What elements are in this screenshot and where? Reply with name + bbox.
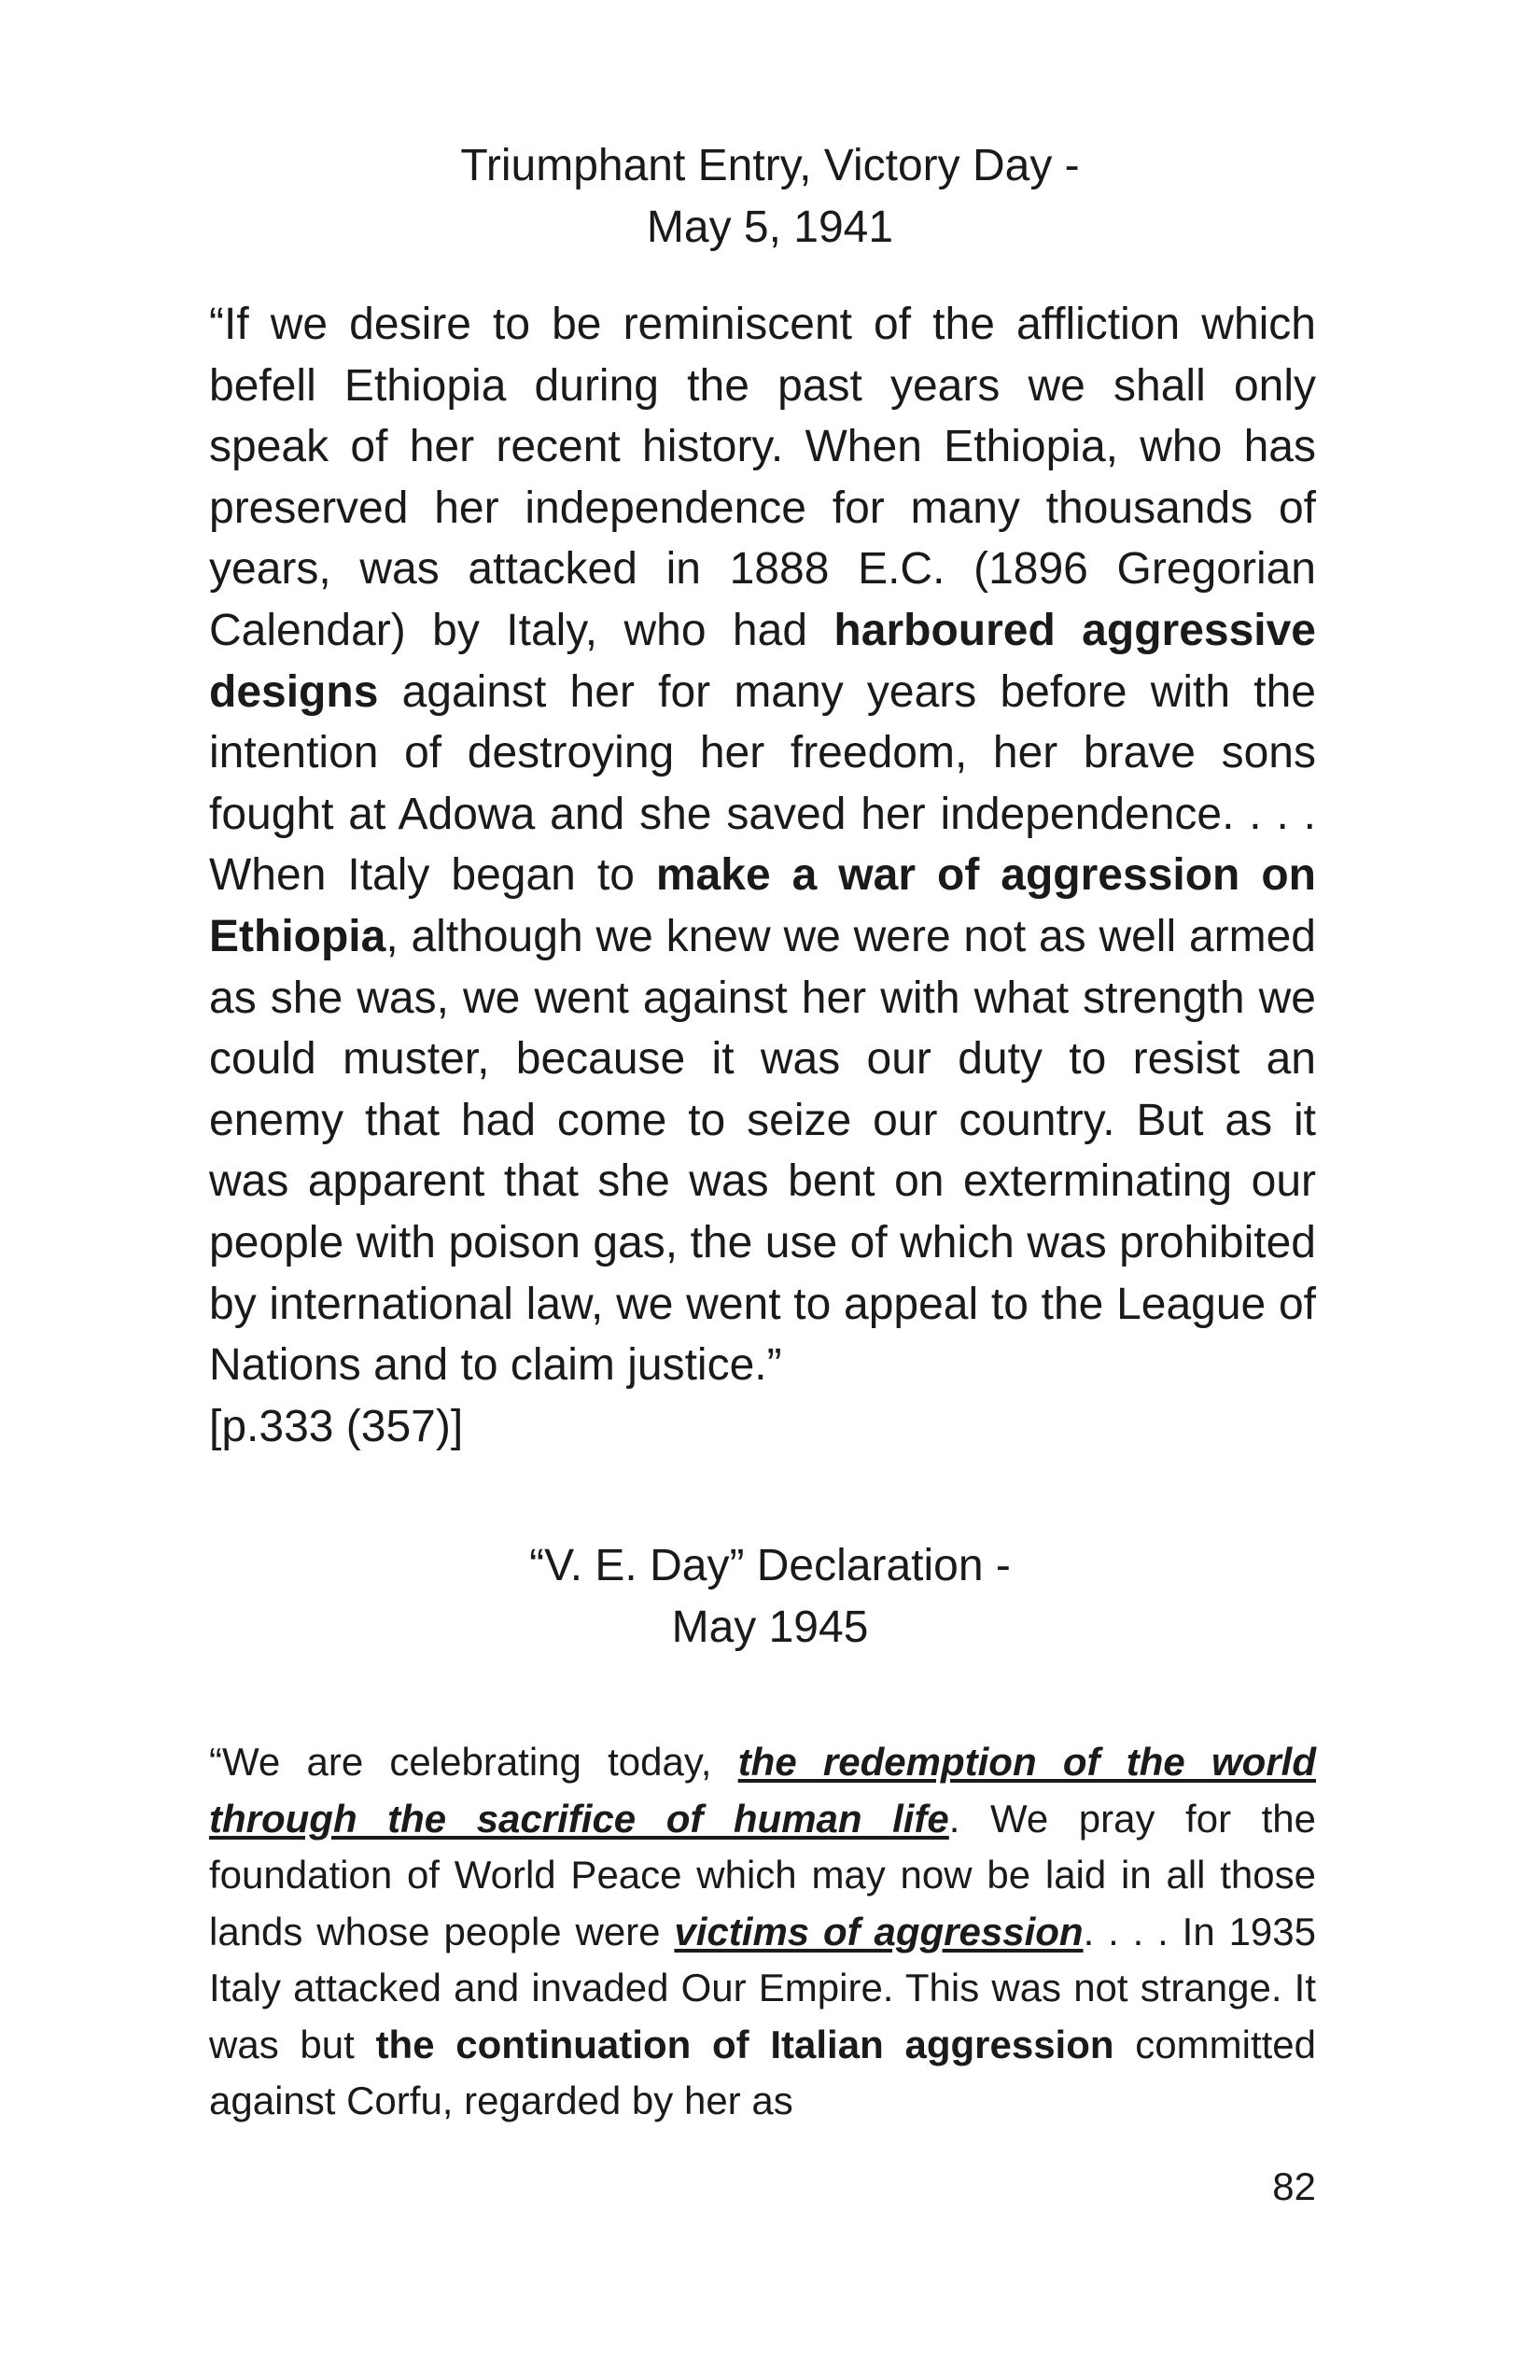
emphasized-phrase: the redemption of the world through the sacrifice of human life [209,1740,1316,1841]
quote-text: against her for many years before with the intention of destroying her freedom, her brave sons fought at Adowa and she saved her independence. . . . When Italy began to [209,666,1316,901]
quote-text: “If we desire to be reminiscent of the affliction which befell Ethiopia during the past years we shall only speak of her recent history. When Ethiopia, who has preserved her independence for many thousands of years, was attacked in 1888 E.C. (1896 Gregorian Calendar) by Italy, who had [209,300,1316,655]
heading-line: Triumphant Entry, Victory Day - [460,141,1080,190]
emphasized-phrase: victims of aggression [674,1909,1084,1953]
heading-date: May 5, 1941 [646,203,894,252]
quote-text: , although we knew we were not as well armed as she was, we went against her with what strength we could muster, because it was our duty to resist an enemy that had come to seize our country. But as it was apparent that she was bent on exterminating our people with poison gas, the use of which was prohibited by international law, we went to appeal to the League of Nations and to claim justice.” [209,911,1316,1391]
page-number: 82 [1272,2164,1316,2208]
page-citation: [p.333 (357)] [209,1401,464,1451]
quote-text: . . . . In 1935 Italy attacked and invaded Our Empire. This was not strange. It was but [209,1909,1316,2066]
section-heading-victory-day [0,135,1540,259]
quote-paragraph-1945 [209,1734,1316,2130]
bold-phrase: harboured aggressive designs [209,605,1317,717]
quote-paragraph-1941 [209,294,1316,1457]
quote-text: . We pray for the foundation of World Peace which may now be laid in all those lands whose people were [209,1796,1316,1953]
bold-phrase: make a war of aggression on Ethiopia [209,850,1316,961]
quote-text: “We are celebrating today, [209,1740,738,1784]
heading-date: May 1945 [671,1603,869,1652]
quote-text: committed against Corfu, regarded by her as [209,2022,1316,2122]
section-heading-ve-day [0,1535,1540,1659]
heading-line: “V. E. Day” Declaration - [529,1541,1011,1590]
bold-phrase: the continuation of Italian aggression [375,2022,1114,2066]
